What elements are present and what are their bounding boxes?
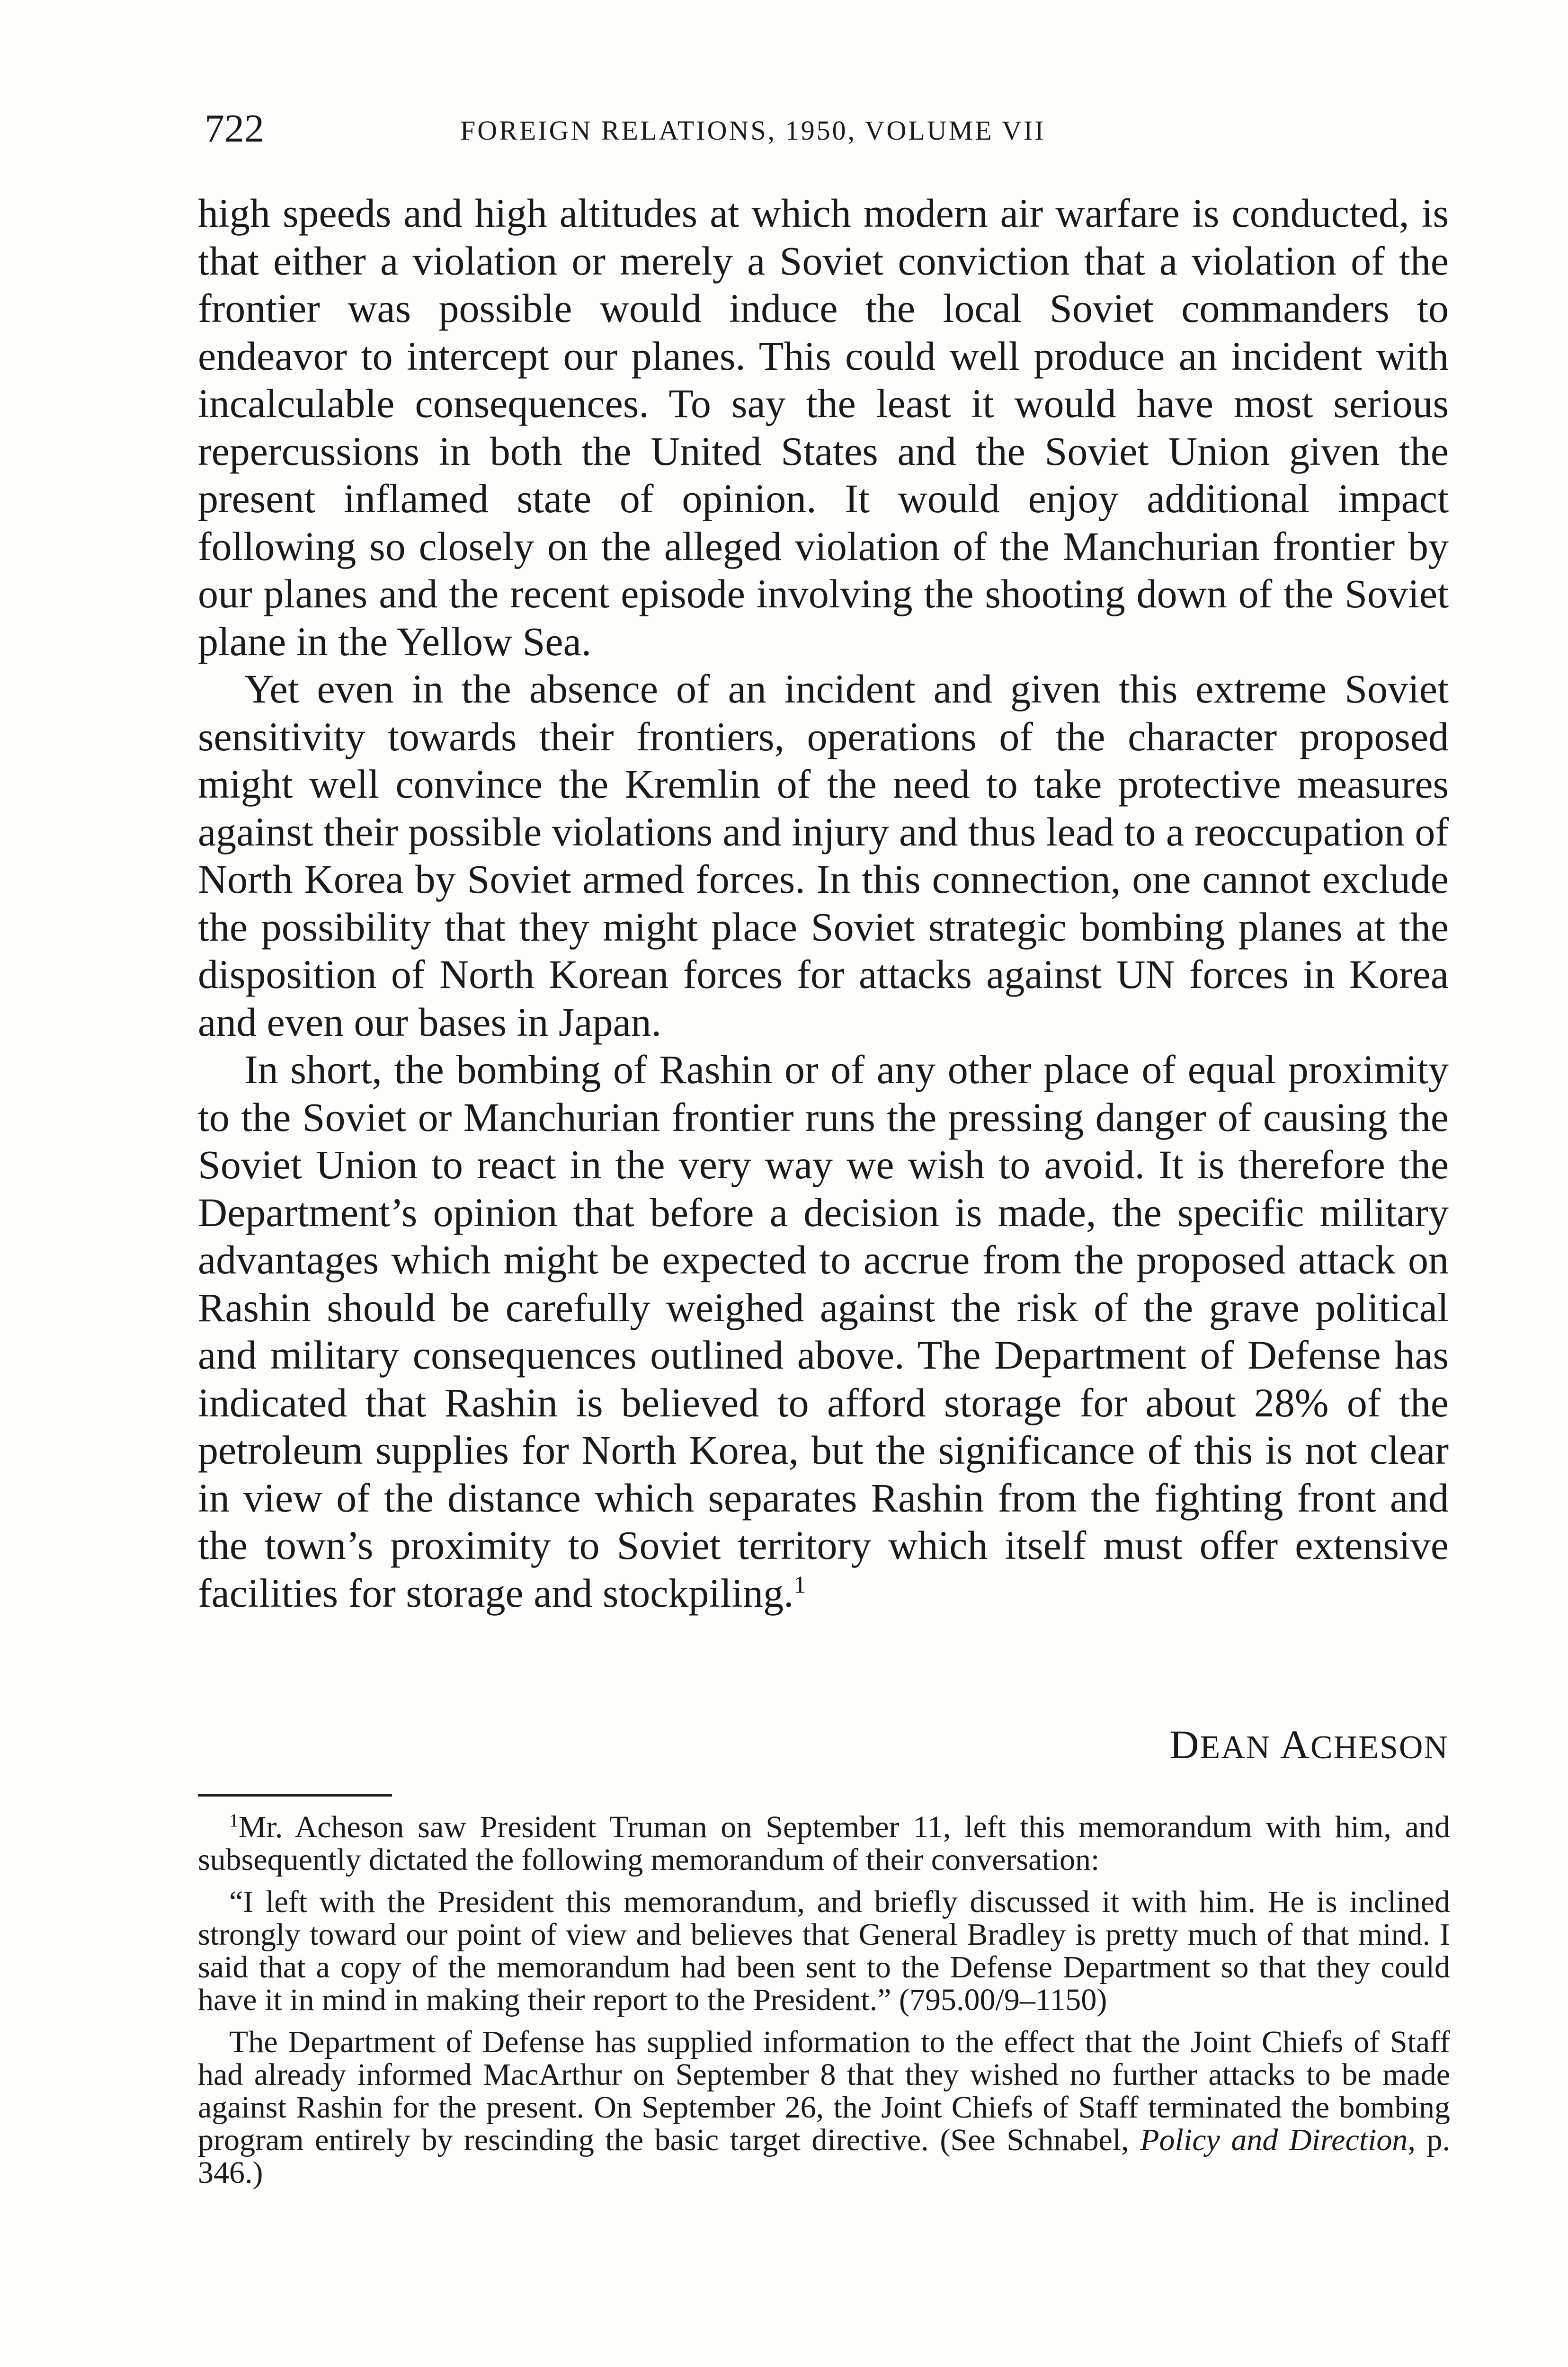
signature-first-initial: D [1169, 1722, 1200, 1767]
signature-first-rest: EAN [1200, 1729, 1271, 1766]
signature-last-initial: A [1280, 1722, 1310, 1767]
footnote-quote: “I left with the President this memorandum, and briefly discussed it with him. He is inclined strongly toward our point of view and believes that General Bradley is pretty much of that mind. I said that a copy of the memorandum had been sent to the Defense Department so that they could have it in mind in making their report to the President.” (795.00/9–1150) [198, 1885, 1450, 2017]
footnote-divider [198, 1794, 392, 1797]
footnote-defense [198, 2026, 1450, 2189]
footnote-book-title: Policy and Direction [1140, 2123, 1408, 2157]
footnote-defense-text: The Department of Defense has supplied information to the effect that the Joint Chiefs of Staff had already informed MacArthur on September 8 that they wished no further attacks to be made against Rashin for the present. On September 26, the Joint Chiefs of Staff terminated the bombing program entirely by rescinding the basic target directive. (See Schnabel, [198, 2025, 1450, 2157]
running-head: FOREIGN RELATIONS, 1950, VOLUME VII [460, 115, 1046, 146]
footnote-1-text: Mr. Acheson saw President Truman on September 11, left this memorandum with him, and subsequently dictated the following memorandum of their conversation: [198, 1810, 1450, 1877]
page-number: 722 [205, 107, 264, 151]
body-paragraph-2: Yet even in the absence of an incident and given this extreme Soviet sensitivity towards their frontiers, operations of the character proposed might well convince the Kremlin of the need to take protective measures against their possible violations and injury and thus lead to a reoccupation of North Korea by Soviet armed forces. In this connection, one cannot exclude the possibility that they might place Soviet strategic bombing planes at the disposition of North Korean forces for attacks against UN forces in Korea and even our bases in Japan. [198, 666, 1449, 1045]
body-paragraph-3 [198, 1046, 1449, 1617]
body-text [198, 189, 1449, 1617]
signature [1089, 1723, 1449, 1769]
footnotes [198, 1811, 1450, 2198]
footnote-defense-end: , p. 346.) [198, 2123, 1451, 2190]
body-paragraph-1: high speeds and high altitudes at which modern air warfare is conducted, is that either a violation or merely a Soviet conviction that a violation of the frontier was possible would induce the local Soviet commanders to endeavor to intercept our planes. This could well produce an incident with incalculable consequences. To say the least it would have most serious repercussions in both the United States and the Soviet Union given the present inflamed state of opinion. It would enjoy additional impact following so closely on the alleged violation of the Manchurian frontier by our planes and the recent episode involving the shooting down of the Soviet plane in the Yellow Sea. [198, 190, 1449, 664]
signature-last-rest: CHESON [1310, 1729, 1449, 1766]
footnote-reference: 1 [793, 1571, 806, 1598]
page-header [205, 105, 1454, 157]
body-paragraph-3-text: In short, the bombing of Rashin or of any other place of equal proximity to the Soviet or Manchurian frontier runs the pressing danger of causing the Soviet Union to react in the very way we wish to avoid. It is therefore the Department’s opinion that before a decision is made, the specific military advantages which might be expected to accrue from the proposed attack on Rashin should be carefully weighed against the risk of the grave political and military consequences outlined above. The Department of Defense has indicated that Rashin is believed to afford storage for about 28% of the petroleum supplies for North Korea, but the significance of this is not clear in view of the distance which separates Rashin from the fighting front and the town’s proximity to Soviet territory which itself must offer extensive facilities for storage and stockpiling. [198, 1047, 1449, 1616]
footnote-marker: 1 [229, 1810, 239, 1831]
footnote-1 [198, 1811, 1450, 1876]
